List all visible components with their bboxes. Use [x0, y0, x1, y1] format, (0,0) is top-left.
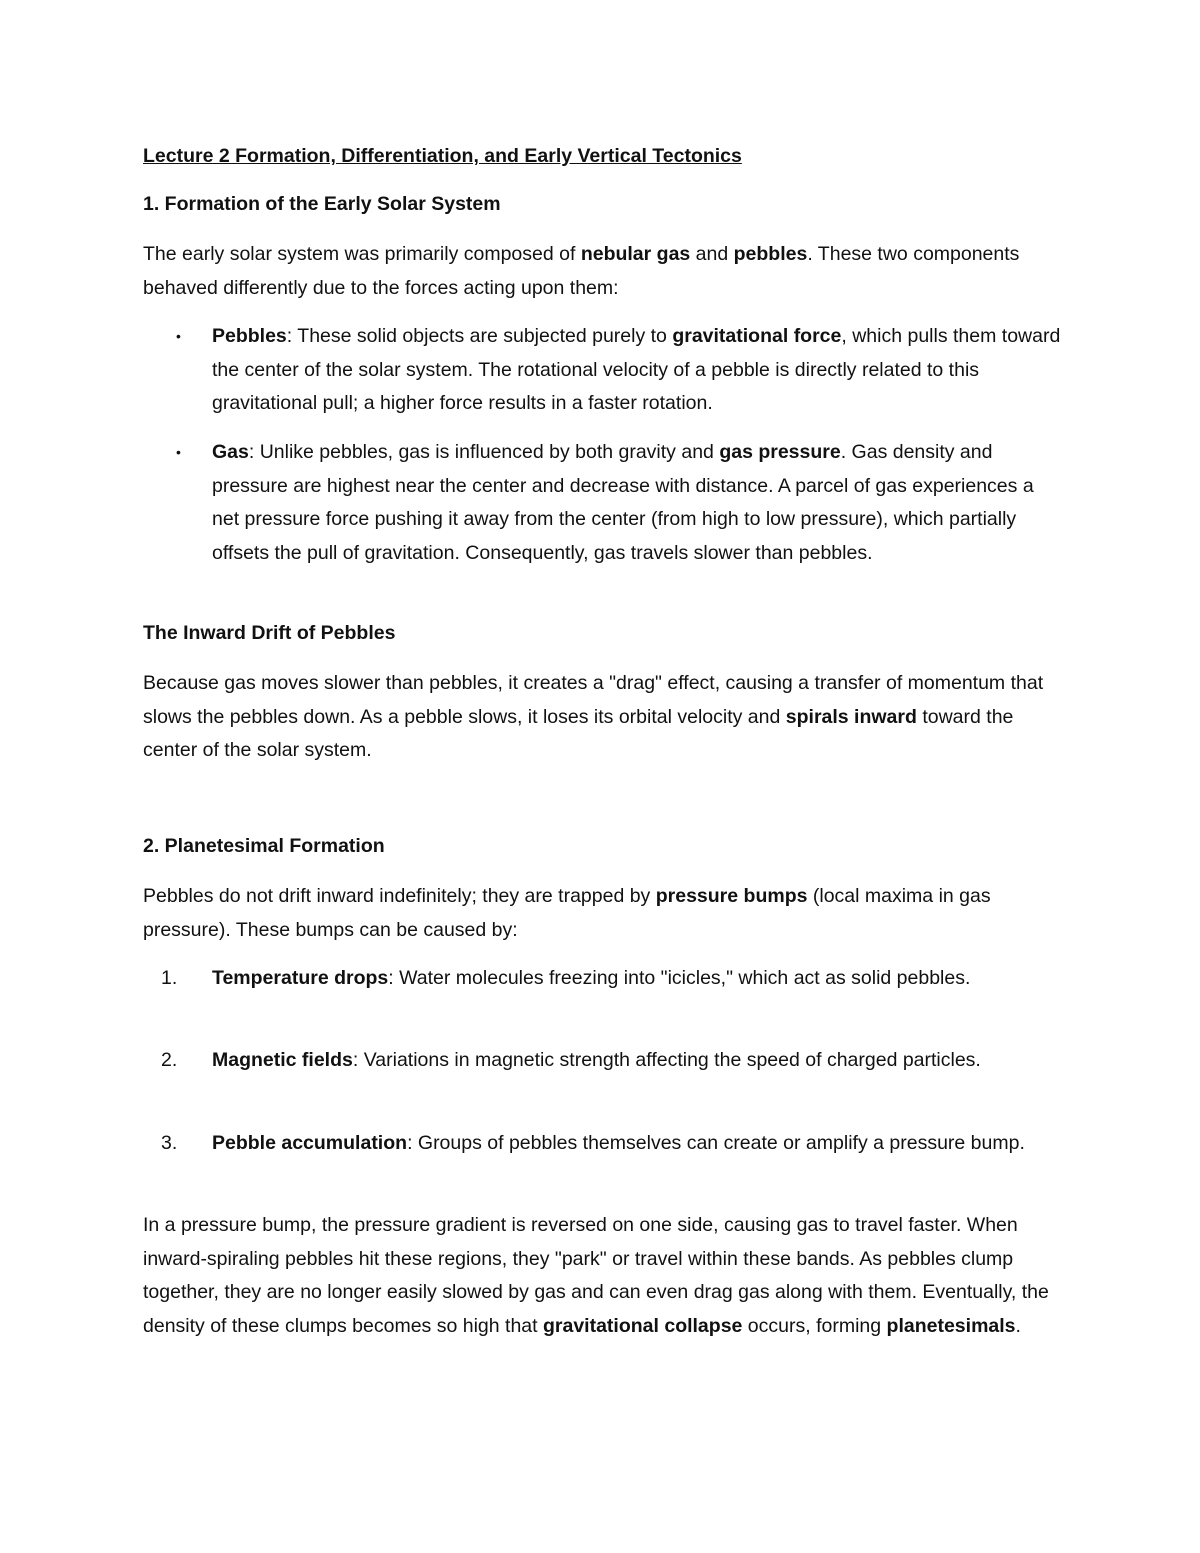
text-run: .: [1015, 1314, 1021, 1337]
bold-term: nebular gas: [580, 243, 691, 265]
text-run: . Gas density and pressure are highest near the center and decrease with distance. A parcel of gas experiences a net pressure force pushing it away from the center (from high to low pressure), which partially offsets the pull of gravitation. Consequently, gas travels slower than pebbles.: [212, 441, 1034, 564]
list-number: 3.: [161, 1132, 178, 1154]
bold-term: Magnetic fields: [212, 1049, 353, 1071]
text-run: In a pressure bump, the pressure gradient is reversed on one side, causing gas to travel faster. When inward-spiraling pebbles hit these regions, they "park" or travel within these bands. As pebbles clump together, they are no longer easily slowed by gas and can even drag gas along with them. Eventually, the density of these clumps becomes so high that: [143, 1214, 1049, 1337]
bold-term: Gas: [212, 441, 249, 463]
closing-paragraph: [143, 1209, 1063, 1343]
bold-term: gravitational collapse: [542, 1314, 743, 1337]
text-run: toward the center of the solar system.: [143, 705, 1014, 761]
bullet-gas: [212, 436, 1063, 570]
bold-term: planetesimals: [886, 1314, 1016, 1337]
section-2-intro: [143, 880, 1063, 947]
bold-term: pressure bumps: [655, 885, 808, 907]
list-item-magnetic-fields: [212, 1044, 1063, 1078]
bold-term: Temperature drops: [212, 967, 389, 989]
bold-term: gravitational force: [672, 325, 842, 347]
text-run: , which pulls them toward the center of the solar system. The rotational velocity of a pebble is directly related to this gravitational pull; a higher force results in a faster rotation.: [212, 325, 1061, 414]
section-1-intro: [143, 238, 1063, 305]
text-run: The early solar system was primarily composed of: [143, 243, 581, 265]
text-run: (local maxima in gas pressure). These bumps can be caused by:: [143, 885, 991, 941]
text-run: : Unlike pebbles, gas is influenced by both gravity and: [248, 441, 720, 463]
bullet-pebbles: [212, 320, 1063, 421]
bold-term: spirals inward: [785, 705, 917, 728]
text-run: : Groups of pebbles themselves can create or amplify a pressure bump.: [407, 1132, 1025, 1154]
document-title: Lecture 2 Formation, Differentiation, and Early Vertical Tectonics: [143, 145, 742, 167]
bold-term: Pebbles: [212, 325, 287, 347]
section-2-heading: 2. Planetesimal Formation: [143, 835, 385, 857]
text-run: : These solid objects are subjected purely to: [286, 325, 673, 347]
text-run: Because gas moves slower than pebbles, it creates a "drag" effect, causing a transfer of momentum that slows the pebbles down. As a pebble slows, it loses its orbital velocity and: [143, 672, 1044, 728]
list-number: 2.: [161, 1049, 178, 1071]
text-run: Pebbles do not drift inward indefinitely; they are trapped by: [143, 885, 656, 907]
bullet-marker: •: [176, 328, 181, 344]
list-item-temperature-drops: [212, 962, 1063, 996]
text-run: : Variations in magnetic strength affecting the speed of charged particles.: [352, 1049, 981, 1071]
text-run: and: [690, 243, 734, 265]
bold-term: pebbles: [733, 243, 808, 265]
bold-term: Pebble accumulation: [212, 1132, 408, 1154]
list-item-pebble-accumulation: [212, 1127, 1063, 1161]
bullet-marker: •: [176, 444, 181, 460]
section-1-heading: 1. Formation of the Early Solar System: [143, 193, 501, 215]
list-number: 1.: [161, 967, 178, 989]
text-run: : Water molecules freezing into "icicles," which act as solid pebbles.: [388, 967, 971, 989]
text-run: occurs, forming: [742, 1314, 887, 1337]
bold-term: gas pressure: [719, 441, 841, 463]
text-run: . These two components behaved differently due to the forces acting upon them:: [143, 243, 1020, 299]
subheading-inward-drift: The Inward Drift of Pebbles: [143, 622, 396, 644]
inward-drift-paragraph: [143, 667, 1063, 768]
